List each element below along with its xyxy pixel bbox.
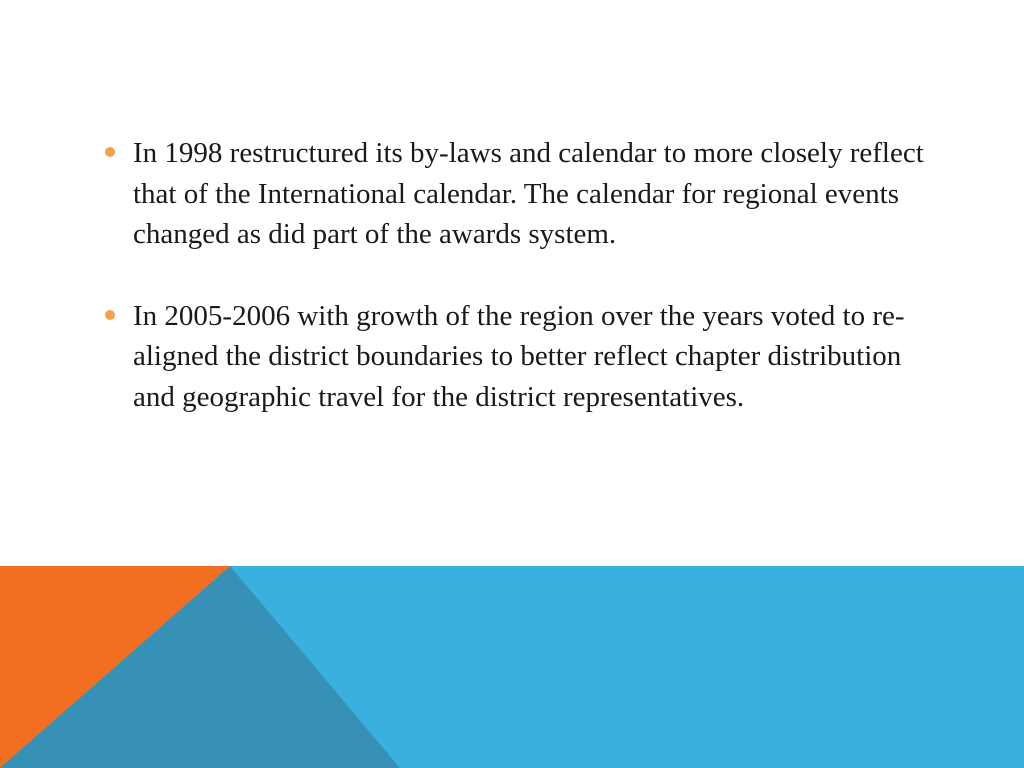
bullet-text: In 2005-2006 with growth of the region over the years voted to re-aligned the district boundaries to better reflect chapter distribution and geographic travel for the district representatives. xyxy=(133,299,905,413)
round-bullet-icon xyxy=(105,147,115,157)
bullet-list xyxy=(105,133,945,417)
bullet-text: In 1998 restructured its by-laws and calendar to more closely reflect that of the International calendar. The calendar for regional events changed as did part of the awards system. xyxy=(133,137,924,250)
round-bullet-icon xyxy=(105,310,115,320)
decorative-footer-band xyxy=(0,566,1024,768)
footer-triangles-graphic xyxy=(0,566,1024,768)
bullet-item-1 xyxy=(105,133,945,255)
bullet-item-2 xyxy=(105,296,945,418)
